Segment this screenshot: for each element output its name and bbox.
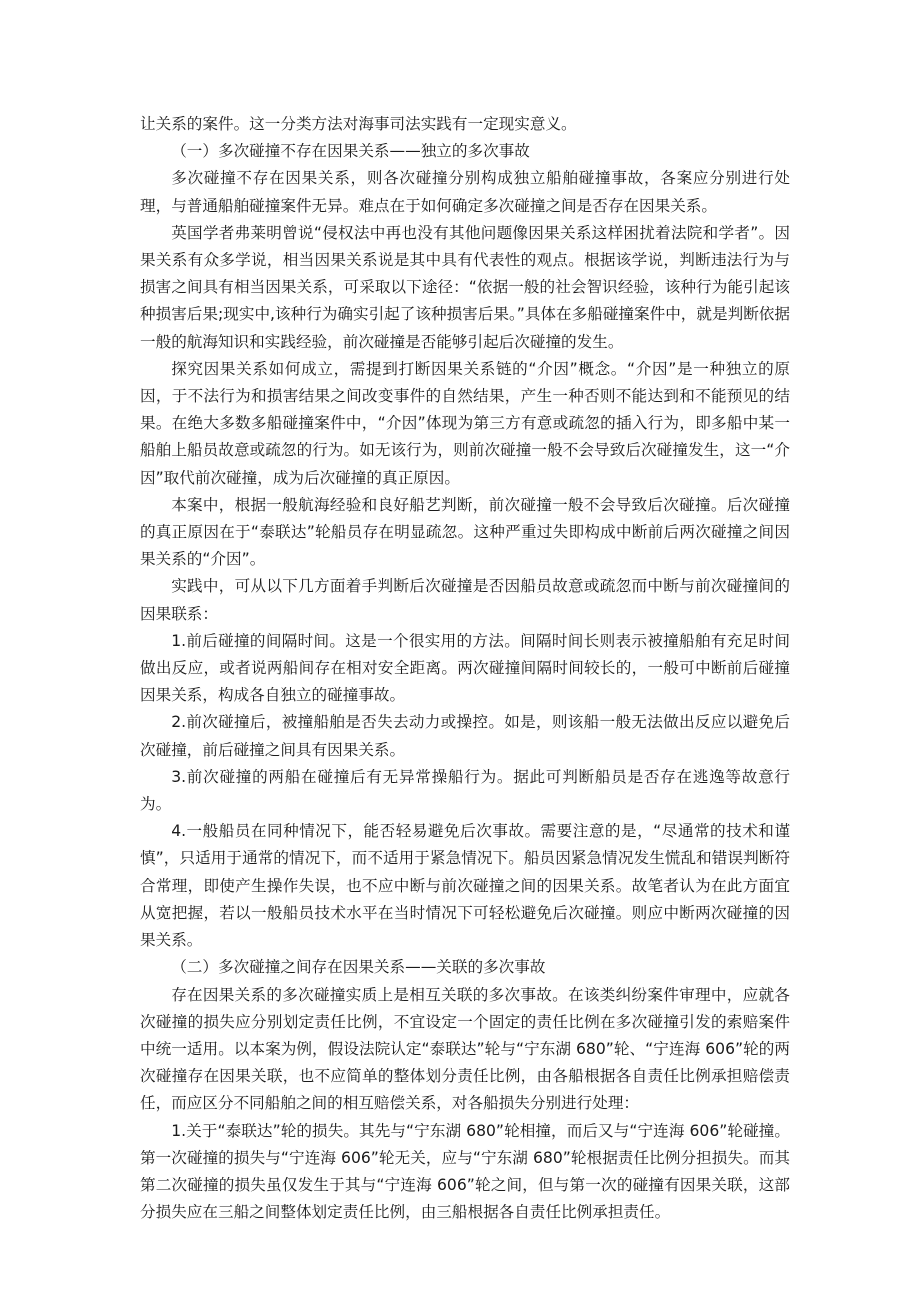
list-item: 2.前次碰撞后，被撞船舶是否失去动力或操控。如是，则该船一般无法做出反应以避免后次碰撞，前后碰撞之间具有因果关系。 bbox=[140, 713, 790, 759]
list-item: 3.前次碰撞的两船在碰撞后有无异常操船行为。据此可判断船员是否存在逃逸等故意行为。 bbox=[140, 767, 790, 814]
section-heading-1: （一）多次碰撞不存在因果关系——独立的多次事故 bbox=[171, 142, 530, 161]
list-item: 1.关于“泰联达”轮的损失。其先与“宁东湖 680”轮相撞，而后又与“宁连海 606”轮碰撞。第一次碰撞的损失与“宁连海 606”轮无关，应与“宁东湖 680”轮根据责任比例分担损失。而其第二次碰撞的损失虽仅发生于其与“宁连海 606”轮之间，但与第一次的碰撞有因果关联，这部分损失应在三船之间整体划定责任比例，由三船根据各自责任比例承担责任。 bbox=[140, 1121, 790, 1222]
list-item: 1.前后碰撞的间隔时间。这是一个很实用的方法。间隔时间长则表示被撞船舶有充足时间做出反应，或者说两船间存在相对安全距离。两次碰撞间隔时间较长的，一般可中断前后碰撞因果关系，构成各自独立的碰撞事故。 bbox=[140, 631, 790, 705]
paragraph: 存在因果关系的多次碰撞实质上是相互关联的多次事故。在该类纠纷案件审理中，应就各次碰撞的损失应分别划定责任比例，不宜设定一个固定的责任比例在多次碰撞引发的索赔案件中统一适用。以本案为例，假设法院认定“泰联达”轮与“宁东湖 680”轮、“宁连海 606”轮的两次碰撞存在因果关联，也不应简单的整体划分责任比例，由各船根据各自责任比例承担赔偿责任，而应区分不同船舶之间的相互赔偿关系，对各船损失分别进行处理： bbox=[140, 985, 790, 1113]
document-body bbox=[140, 111, 790, 1226]
paragraph: 本案中，根据一般航海经验和良好船艺判断，前次碰撞一般不会导致后次碰撞。后次碰撞的真正原因在于“泰联达”轮船员存在明显疏忽。这种严重过失即构成中断前后两次碰撞之间因果关系的“介因”。 bbox=[140, 495, 790, 569]
paragraph-continuation: 让关系的案件。这一分类方法对海事司法实践有一定现实意义。 bbox=[140, 115, 577, 133]
paragraph: 多次碰撞不存在因果关系，则各次碰撞分别构成独立船舶碰撞事故，各案应分别进行处理，与普通船舶碰撞案件无异。难点在于如何确定多次碰撞之间是否存在因果关系。 bbox=[140, 169, 790, 215]
paragraph: 英国学者弗莱明曾说“侵权法中再也没有其他问题像因果关系这样困扰着法院和学者”。因果关系有众多学说，相当因果关系说是其中具有代表性的观点。根据该学说，判断违法行为与损害之间具有相当因果关系，可采取以下途径：“依据一般的社会智识经验，该种行为能引起该种损害后果;现实中,该种行为确实引起了该种损害后果。”具体在多船碰撞案件中，就是判断依据一般的航海知识和实践经验，前次碰撞是否能够引起后次碰撞的发生。 bbox=[140, 223, 790, 351]
section-heading-2: （二）多次碰撞之间存在因果关系——关联的多次事故 bbox=[171, 958, 546, 977]
paragraph: 实践中，可从以下几方面着手判断后次碰撞是否因船员故意或疏忽而中断与前次碰撞间的因果联系： bbox=[140, 577, 790, 623]
paragraph: 探究因果关系如何成立，需提到打断因果关系链的“介因”概念。“介因”是一种独立的原因，于不法行为和损害结果之间改变事件的自然结果，产生一种否则不能达到和不能预见的结果。在绝大多数多船碰撞案件中，“介因”体现为第三方有意或疏忽的插入行为，即多船中某一船舶上船员故意或疏忽的行为。如无该行为，则前次碰撞一般不会导致后次碰撞发生，这一“介因”取代前次碰撞，成为后次碰撞的真正原因。 bbox=[140, 359, 790, 487]
list-item: 4.一般船员在同种情况下，能否轻易避免后次事故。需要注意的是，“尽通常的技术和谨慎”，只适用于通常的情况下，而不适用于紧急情况下。船员因紧急情况发生慌乱和错误判断符合常理，即使产生操作失误，也不应中断与前次碰撞之间的因果关系。故笔者认为在此方面宜从宽把握，若以一般船员技术水平在当时情况下可轻松避免后次碰撞。则应中断两次碰撞的因果关系。 bbox=[140, 822, 790, 950]
